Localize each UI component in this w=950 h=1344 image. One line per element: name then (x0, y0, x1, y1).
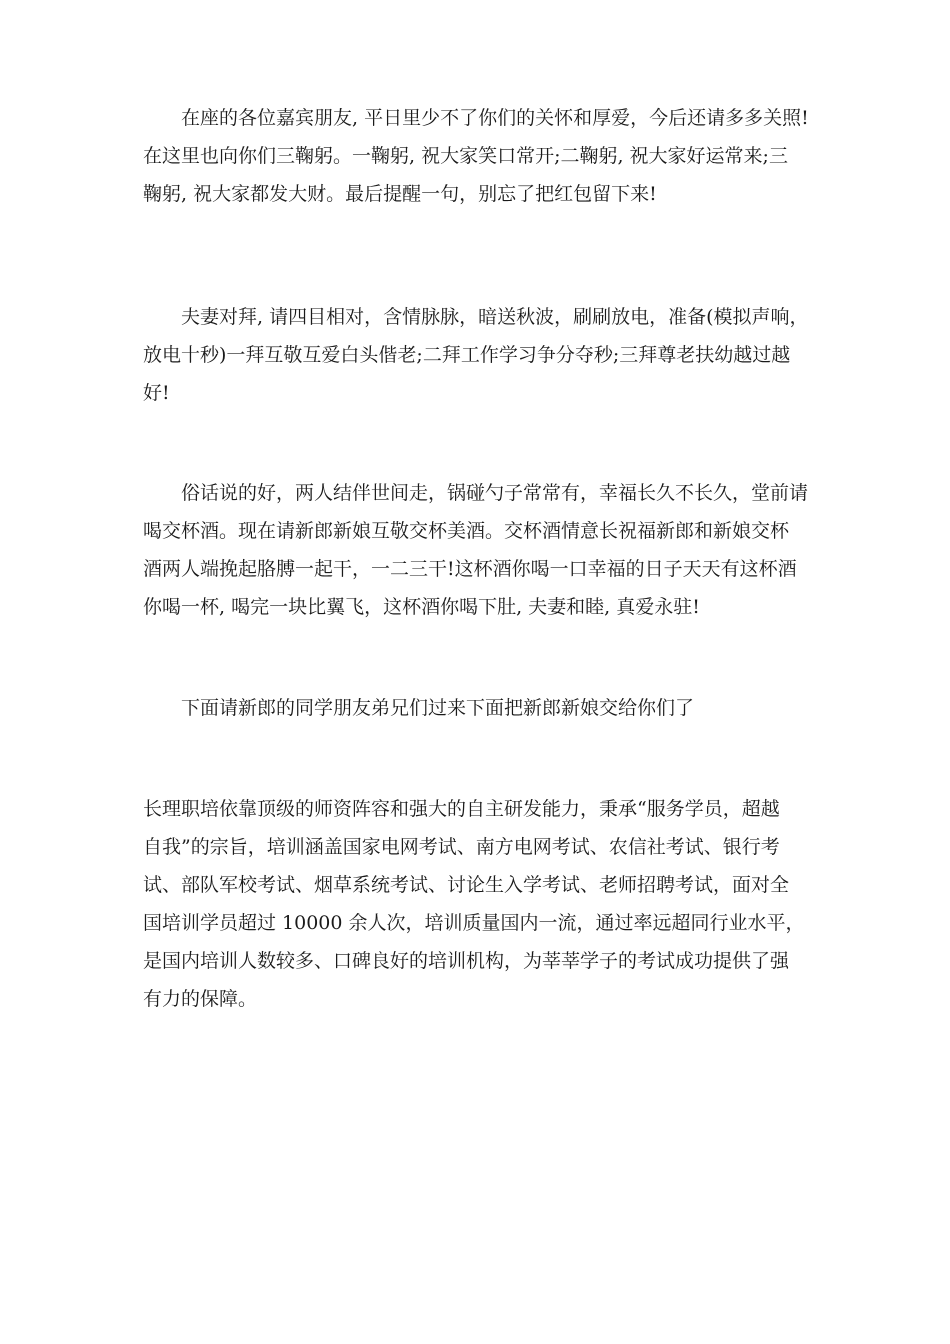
text-line: 长理职培依靠顶级的师资阵容和强大的自主研发能力，秉承“服务学员，超越 (143, 798, 780, 820)
paragraph-training-ad (143, 790, 808, 1018)
paragraph-wedding-toast (143, 474, 808, 626)
text-line: 你喝一杯, 喝完一块比翼飞，这杯酒你喝下肚, 夫妻和睦, 真爱永驻! (143, 596, 700, 618)
text-line: 自我”的宗旨，培训涵盖国家电网考试、南方电网考试、农信社考试、银行考 (143, 836, 780, 858)
text-line: 酒两人端挽起胳膊一起干，一二三干!这杯酒你喝一口幸福的日子天天有这杯酒 (143, 558, 797, 580)
text-line: 放电十秒)一拜互敬互爱白头偕老;二拜工作学习争分夺秒;三拜尊老扶幼越过越 (143, 344, 791, 366)
text-line: 在这里也向你们三鞠躬。一鞠躬, 祝大家笑口常开;二鞠躬, 祝大家好运常来;三 (143, 145, 788, 167)
text-line: 俗话说的好，两人结伴世间走，锅碰勺子常常有，幸福长久不长久，堂前请 (143, 482, 809, 504)
paragraph-couple-bow (143, 298, 808, 412)
paragraph-handover (143, 689, 808, 727)
text-line: 喝交杯酒。现在请新郎新娘互敬交杯美酒。交杯酒情意长祝福新郎和新娘交杯 (143, 520, 790, 542)
text-line: 国培训学员超过 10000 余人次，培训质量国内一流，通过率远超同行业水平， (143, 912, 805, 934)
text-line: 夫妻对拜, 请四目相对，含情脉脉，暗送秋波，刷刷放电，准备(模拟声响， (143, 306, 809, 328)
text-line: 是国内培训人数较多、口碑良好的培训机构，为莘莘学子的考试成功提供了强 (143, 950, 790, 972)
text-line: 好! (143, 382, 170, 404)
text-line: 鞠躬, 祝大家都发大财。最后提醒一句，别忘了把红包留下来! (143, 183, 657, 205)
text-line: 在座的各位嘉宾朋友, 平日里少不了你们的关怀和厚爱，今后还请多多关照! (143, 107, 809, 129)
text-line: 试、部队军校考试、烟草系统考试、讨论生入学考试、老师招聘考试，面对全 (143, 874, 790, 896)
paragraph-thanks-guests (143, 99, 808, 213)
text-line: 有力的保障。 (143, 988, 258, 1010)
text-line: 下面请新郎的同学朋友弟兄们过来下面把新郎新娘交给你们了 (143, 697, 695, 719)
